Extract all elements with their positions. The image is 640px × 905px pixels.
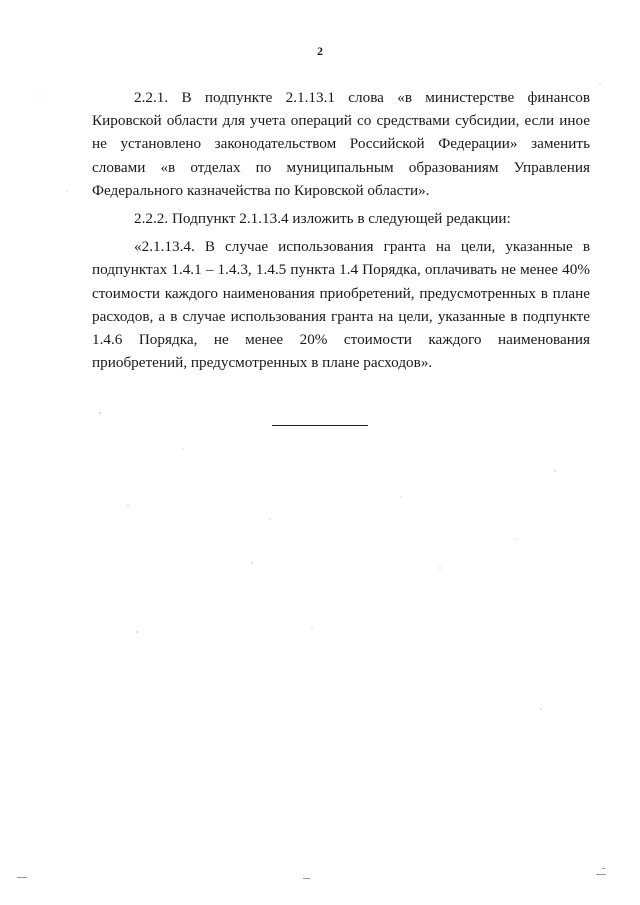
end-separator-line <box>272 425 368 426</box>
paragraph-2-2-2: 2.2.2. Подпункт 2.1.13.4 изложить в следующей редакции: <box>134 210 511 228</box>
document-body <box>92 86 590 379</box>
page-number: 2 <box>317 44 323 58</box>
paragraph-2-2-1: 2.2.1. В подпункте 2.1.13.1 слова «в министерстве финансов Кировской области для учета операций со средствами субсидии, если иное не установлено законодательством Российской Федерации» заменить словами «в отделах по муниципальным образованиям Управления Федерального казначейства по Кировской области». <box>92 89 590 199</box>
paragraph-2-1-13-4-quote: «2.1.13.4. В случае использования гранта на цели, указанные в подпунктах 1.4.1 – 1.4.3, 1.4.5 пункта 1.4 Порядка, оплачивать не менее 40% стоимости каждого наименования приобретений, предусмотренных в плане расходов, а в случае использования гранта на цели, указанные в подпункте 1.4.6 Порядка, не менее 20% стоимости каждого наименования приобретений, предусмотренных в плане расходов». <box>92 238 590 372</box>
